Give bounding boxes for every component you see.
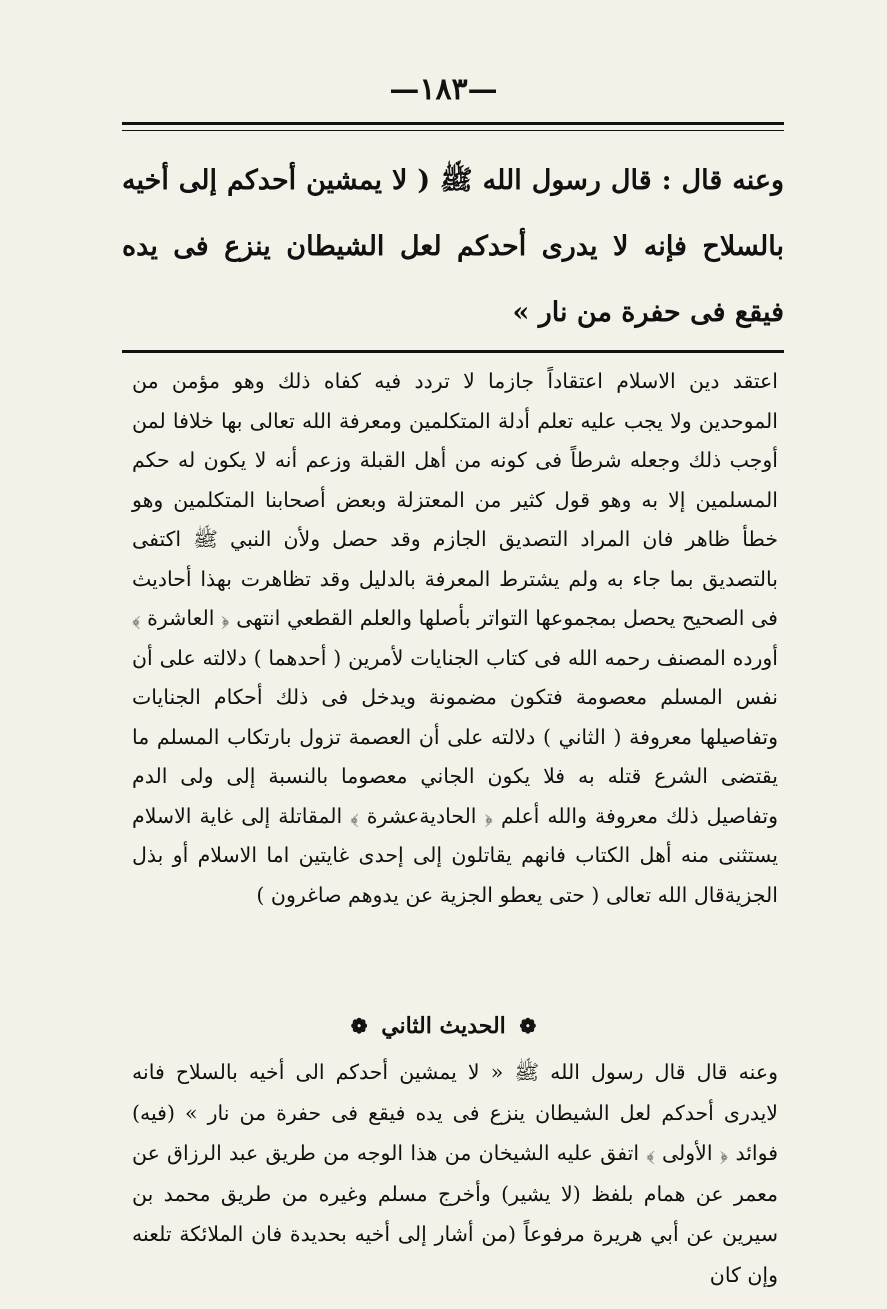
commentary-paragraph: اعتقد دين الاسلام اعتقاداً جازما لا تردد فيه كفاه ذلك وهو مؤمن من الموحدين ولا يجب عليه تعلم أدلة المتكلمين ومعرفة الله تعالى بها خلافا لمن أوجب ذلك وجعله شرطاً فى كونه من أهل القبلة وزعم أنه لا يكون له حكم المسلمين إلا به وهو قول كثير من المعتزلة وبعض أصحابنا المتكلمين وهو خطأ ظاهر فان المراد التصديق الجازم وقد حصل ولأن النبي ﷺ اكتفى بالتصديق بما جاء به ولم يشترط المعرفة بالدليل وقد تظاهرت بهذا أحاديث فى الصحيح يحصل بمجموعها التواتر بأصلها والعلم القطعي انتهى ﴿ العاشرة ﴾ أورده المصنف رحمه الله فى كتاب الجنايات لأمرين ( أحدهما ) دلالته على أن نفس المسلم معصومة فتكون مضمونة ويدخل فى ذلك أحكام الجنايات وتفاصيلها معروفة ( الثاني ) دلالته على أن العصمة تزول بارتكاب المسلم ما يقتضى الشرع قتله به فلا يكون الجاني معصوما بالنسبة إلى ولى الدم وتفاصيل ذلك معروفة والله أعلم ﴿ الحاديةعشرة ﴾ المقاتلة إلى غاية الاسلام يستثنى منه أهل الكتاب فانهم يقاتلون إلى إحدى غايتين اما الاسلام أو بذل الجزيةقال الله تعالى ( حتى يعطو الجزية عن يدوهم صاغرون ) — [132, 369, 778, 907]
ornament-left-icon: ❁ — [519, 1014, 537, 1038]
second-hadith-text — [132, 1052, 778, 1295]
top-rule-thick — [122, 122, 784, 125]
commentary-text — [132, 362, 778, 915]
ornament-right-icon: ❁ — [350, 1014, 368, 1038]
section-heading — [0, 1013, 887, 1039]
section-heading-text: الحديث الثاني — [381, 1013, 506, 1039]
second-hadith-paragraph: وعنه قال قال رسول الله ﷺ « لا يمشين أحدكم الى أخيه بالسلاح فانه لايدرى أحدكم لعل الشيطان ينزع فى يده فيقع فى حفرة من نار » (فيه) فوائد ﴿ الأولى ﴾ اتفق عليه الشيخان من هذا الوجه من طريق عبد الرزاق عن معمر عن همام بلفظ (لا يشير) وأخرج مسلم وغيره من طريق محمد بن سيرين عن أبي هريرة مرفوعاً (من أشار إلى أخيه بحديدة فان الملائكة تلعنه وإن كان — [132, 1060, 778, 1287]
separator-rule — [122, 350, 784, 353]
top-rule-thin — [122, 130, 784, 131]
main-hadith-text — [122, 148, 784, 346]
page-number: —١٨٣— — [389, 72, 498, 107]
main-hadith-paragraph: وعنه قال : قال رسول الله ﷺ ( لا يمشين أحدكم إلى أخيه بالسلاح فإنه لا يدرى أحدكم لعل الشيطان ينزع فى يده فيقع فى حفرة من نار » — [122, 165, 784, 328]
